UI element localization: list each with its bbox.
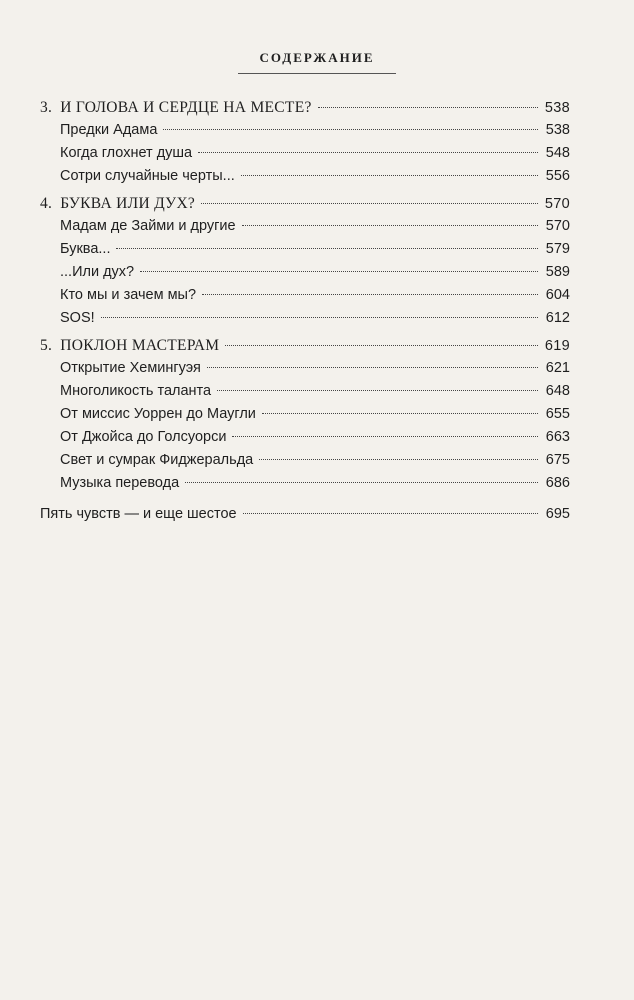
dot-leader <box>318 107 538 108</box>
toc-page: 648 <box>545 383 570 399</box>
toc-page: 538 <box>545 122 570 138</box>
toc-label: Буква... <box>60 241 111 257</box>
toc-page: 675 <box>545 452 570 468</box>
dot-leader <box>217 390 538 391</box>
toc-number: 4. <box>40 195 53 212</box>
toc-label: От Джойса до Голсуорси <box>60 429 227 445</box>
toc-page: 663 <box>545 429 570 445</box>
toc-page: 695 <box>545 506 570 522</box>
toc-page: 612 <box>545 310 570 326</box>
toc-item[interactable] <box>40 284 570 307</box>
toc-chapter-5[interactable] <box>40 334 570 357</box>
toc-label: ...Или дух? <box>60 264 135 280</box>
dot-leader <box>225 345 538 346</box>
toc-number: 3. <box>40 99 53 116</box>
toc-page: 538 <box>544 100 570 116</box>
toc-label: И ГОЛОВА И СЕРДЦЕ НА МЕСТЕ? <box>60 99 312 116</box>
toc-page: 579 <box>545 241 570 257</box>
table-of-contents <box>40 96 570 526</box>
toc-page: 589 <box>545 264 570 280</box>
toc-chapter-3[interactable] <box>40 96 570 119</box>
toc-page: 548 <box>545 145 570 161</box>
toc-label: Мадам де Займи и другие <box>60 218 236 234</box>
toc-label: Открытие Хемингуэя <box>60 360 201 376</box>
toc-page: 556 <box>545 168 570 184</box>
toc-label: От миссис Уоррен до Маугли <box>60 406 256 422</box>
toc-label: БУКВА ИЛИ ДУХ? <box>60 195 196 212</box>
toc-item[interactable] <box>40 449 570 472</box>
dot-leader <box>241 175 538 176</box>
dot-leader <box>202 294 538 295</box>
dot-leader <box>232 436 538 437</box>
dot-leader <box>163 129 538 130</box>
toc-label: Многоликость таланта <box>60 383 212 399</box>
dot-leader <box>207 367 538 368</box>
toc-item[interactable] <box>40 426 570 449</box>
toc-page: 570 <box>545 218 570 234</box>
dot-leader <box>262 413 538 414</box>
toc-item[interactable] <box>40 215 570 238</box>
toc-item[interactable] <box>40 165 570 188</box>
toc-label: Кто мы и зачем мы? <box>60 287 197 303</box>
toc-label: Когда глохнет душа <box>60 145 193 161</box>
toc-item[interactable] <box>40 472 570 495</box>
toc-page: 686 <box>545 475 570 491</box>
dot-leader <box>198 152 538 153</box>
dot-leader <box>259 459 538 460</box>
toc-item[interactable] <box>40 119 570 142</box>
toc-item[interactable] <box>40 261 570 284</box>
page-title: СОДЕРЖАНИЕ <box>259 50 375 65</box>
toc-page: 570 <box>544 196 570 212</box>
toc-item[interactable] <box>40 307 570 330</box>
toc-item[interactable] <box>40 380 570 403</box>
toc-label: Пять чувств — и еще шестое <box>40 506 237 522</box>
toc-label: Предки Адама <box>60 122 158 138</box>
toc-label: ПОКЛОН МАСТЕРАМ <box>60 337 220 354</box>
dot-leader <box>116 248 538 249</box>
dot-leader <box>140 271 538 272</box>
toc-label: Музыка перевода <box>60 475 180 491</box>
title-rule <box>238 73 396 74</box>
toc-page: 655 <box>545 406 570 422</box>
toc-number: 5. <box>40 337 53 354</box>
toc-item[interactable] <box>40 238 570 261</box>
toc-final-item[interactable] <box>40 503 570 526</box>
toc-label: Сотри случайные черты... <box>60 168 235 184</box>
toc-item[interactable] <box>40 403 570 426</box>
toc-label: Свет и сумрак Фиджеральда <box>60 452 254 468</box>
dot-leader <box>242 225 538 226</box>
dot-leader <box>185 482 538 483</box>
toc-page: 619 <box>544 338 570 354</box>
toc-chapter-4[interactable] <box>40 192 570 215</box>
toc-page: 621 <box>545 360 570 376</box>
dot-leader <box>201 203 538 204</box>
toc-label: SOS! <box>60 310 95 326</box>
dot-leader <box>101 317 538 318</box>
toc-item[interactable] <box>40 142 570 165</box>
dot-leader <box>243 513 538 514</box>
toc-page: 604 <box>545 287 570 303</box>
toc-item[interactable] <box>40 357 570 380</box>
